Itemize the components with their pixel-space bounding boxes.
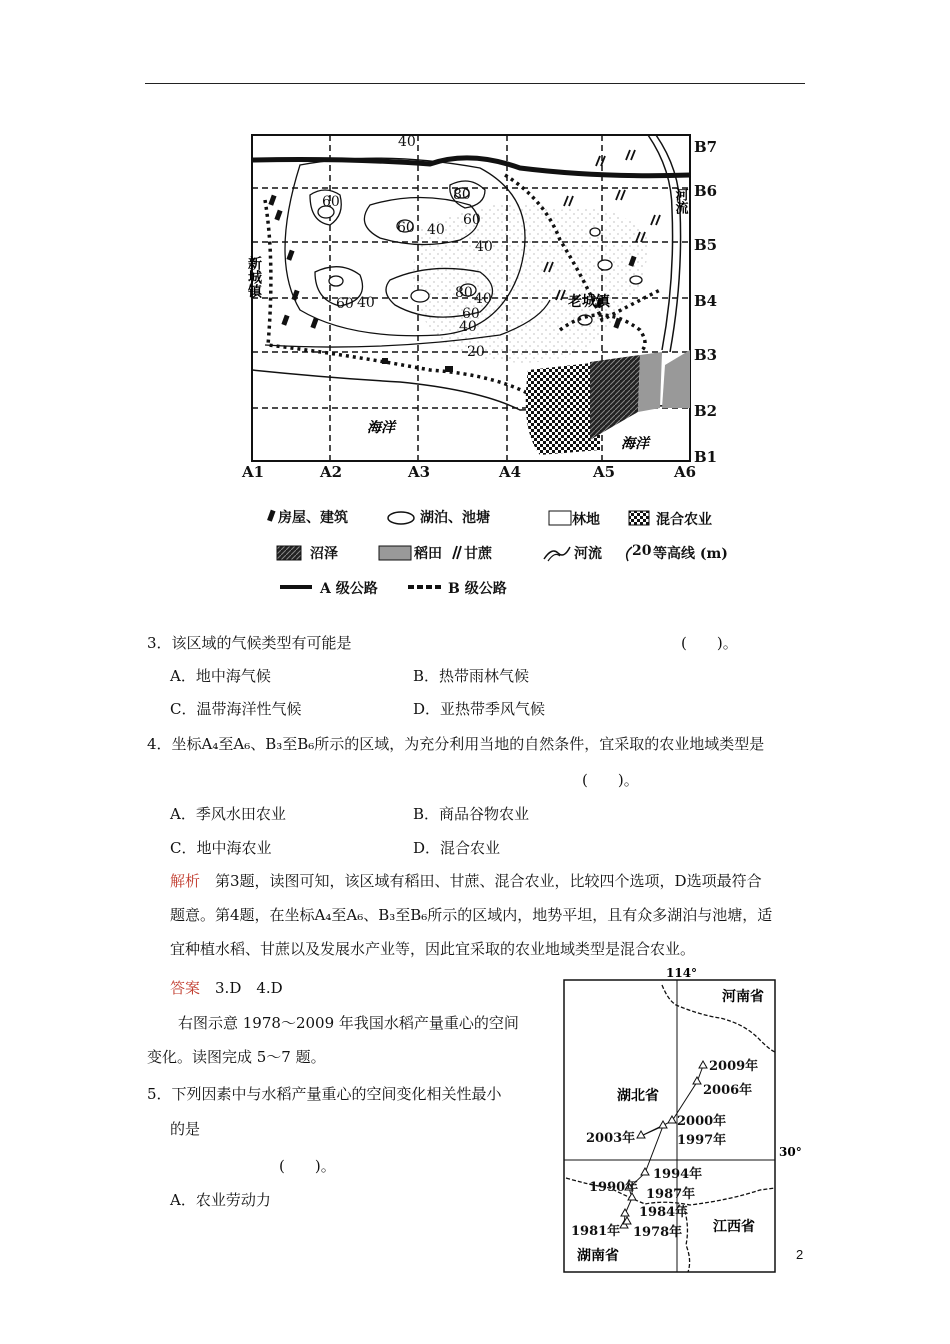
old-town-label: 老城镇 <box>568 294 610 310</box>
contour-label: 60 <box>322 194 340 210</box>
contour-label: 60 <box>462 306 480 322</box>
contour-label: 40 <box>357 295 375 311</box>
land-use-map <box>230 125 730 485</box>
legend-b-road: B 级公路 <box>448 581 507 597</box>
legend-sugarcane: 甘蔗 <box>464 546 492 562</box>
q3-option-a: A．地中海气候 <box>170 667 271 685</box>
map-legend <box>260 503 780 603</box>
grid-label-x: A3 <box>408 463 431 481</box>
header-rule <box>145 83 805 84</box>
contour-label: 60 <box>336 296 354 312</box>
contour-label: 80 <box>453 187 471 203</box>
grid-label-y: B7 <box>694 138 718 156</box>
year-label: 2000年 <box>677 1114 727 1129</box>
legend-river: 河流 <box>574 546 602 562</box>
grid-label-y: B6 <box>694 182 718 200</box>
contour-label: 40 <box>474 291 492 307</box>
lake-legend-icon <box>386 510 416 526</box>
henan-label: 河南省 <box>722 989 764 1005</box>
grid-label-y: B3 <box>694 346 718 364</box>
grid-label-y: B2 <box>694 402 718 420</box>
mixed-agriculture <box>526 362 600 455</box>
q4-stem: 4．坐标A₄至A₆、B₃至B₆所示的区域，为充分利用当地的自然条件，宜采取的农业地域类型是 <box>147 735 765 753</box>
q3-option-c: C．温带海洋性气候 <box>170 700 302 718</box>
q4-option-c: C．地中海农业 <box>170 839 272 857</box>
q3-stem: 3．该区域的气候类型有可能是 <box>147 634 352 652</box>
hunan-label: 湖南省 <box>577 1248 619 1264</box>
answer-label: 答案 <box>170 979 201 997</box>
rice-centroid-map <box>560 960 810 1280</box>
swamp-legend-icon <box>276 545 302 561</box>
q5-paren: ( )。 <box>279 1157 336 1175</box>
q3-paren: ( )。 <box>681 634 738 652</box>
intro-line-2: 变化。读图完成 5～7 题。 <box>147 1048 326 1066</box>
sea-label-left: 海洋 <box>367 420 395 436</box>
year-label: 1981年 <box>571 1224 621 1239</box>
q3-option-b: B．热带雨林气候 <box>413 667 530 685</box>
analysis-line-2: 题意。第4题，在坐标A₄至A₆、B₃至B₆所示的区域内，地势平坦，且有众多湖泊与池塘，适 <box>170 906 773 924</box>
longitude-label: 114° <box>666 966 698 980</box>
analysis-line-1 <box>170 871 762 891</box>
building-legend-icon <box>266 509 278 523</box>
new-town-label: 新城镇 <box>246 256 262 298</box>
sea-label-right: 海洋 <box>621 436 649 452</box>
year-label: 1984年 <box>639 1205 689 1220</box>
contour-label: 20 <box>467 344 485 360</box>
year-label: 1978年 <box>633 1225 683 1240</box>
analysis-label: 解析 <box>170 872 201 890</box>
q4-option-a: A．季风水田农业 <box>170 805 286 823</box>
a-road-legend-icon <box>280 583 312 591</box>
legend-forest: 林地 <box>572 512 600 528</box>
grid-label-x: A5 <box>593 463 616 481</box>
contour-label: 60 <box>463 212 481 228</box>
hubei-label: 湖北省 <box>617 1088 659 1104</box>
sugarcane-legend-icon <box>451 545 463 561</box>
contour-label: 80 <box>455 285 473 301</box>
intro-line-1: 右图示意 1978～2009 年我国水稻产量重心的空间 <box>178 1014 519 1032</box>
legend-contour-number: 20 <box>632 543 652 559</box>
analysis-line-3: 宜种植水稻、甘蔗以及发展水产业等，因此宜采取的农业地域类型是混合农业。 <box>170 940 696 958</box>
jiangxi-label: 江西省 <box>713 1219 755 1235</box>
contour-label: 40 <box>398 134 416 150</box>
contour-label: 40 <box>475 239 493 255</box>
grid-label-x: A2 <box>320 463 343 481</box>
answer-line <box>170 978 283 998</box>
paddy-legend-icon <box>378 545 412 561</box>
forest-legend-icon <box>548 510 572 526</box>
year-label: 2009年 <box>709 1059 759 1074</box>
year-label: 2006年 <box>703 1083 753 1098</box>
legend-lake: 湖泊、池塘 <box>420 510 490 526</box>
analysis-text: 第3题，读图可知，该区域有稻田、甘蔗、混合农业，比较四个选项，D选项最符合 <box>200 872 762 890</box>
q5-stem-line-1: 5．下列因素中与水稻产量重心的空间变化相关性最小 <box>147 1085 502 1103</box>
q4-option-b: B．商品谷物农业 <box>413 805 530 823</box>
year-label: 1997年 <box>677 1133 727 1148</box>
q4-option-d: D．混合农业 <box>413 839 501 857</box>
grid-label-y: B4 <box>694 292 718 310</box>
river-legend-icon <box>542 543 572 563</box>
answer-text: 3.D 4.D <box>200 979 283 997</box>
legend-contour: 等高线 (m) <box>653 546 728 562</box>
grid-label-x: A4 <box>499 463 522 481</box>
q3-option-d: D．亚热带季风气候 <box>413 700 546 718</box>
grid-label-x: A6 <box>674 463 697 481</box>
grid-label-x: A1 <box>242 463 265 481</box>
legend-buildings: 房屋、建筑 <box>278 510 348 526</box>
legend-swamp: 沼泽 <box>310 546 338 562</box>
paddy-field <box>638 352 662 412</box>
contour-label: 60 <box>397 220 415 236</box>
q4-paren: ( )。 <box>582 771 639 789</box>
contour-label: 40 <box>459 319 477 335</box>
year-label: 1990年 <box>589 1180 639 1195</box>
b-road-legend-icon <box>408 583 442 591</box>
page-number: 2 <box>796 1247 804 1262</box>
river-label: 河流 <box>672 188 688 214</box>
grid-label-y: B1 <box>694 448 718 466</box>
legend-a-road: A 级公路 <box>320 581 378 597</box>
legend-mixed: 混合农业 <box>656 512 712 528</box>
year-label: 1994年 <box>653 1167 703 1182</box>
q5-option-a: A．农业劳动力 <box>170 1191 271 1209</box>
year-label: 2003年 <box>586 1131 636 1146</box>
legend-paddy: 稻田 <box>414 546 442 562</box>
latitude-label: 30° <box>779 1145 802 1159</box>
mixed-legend-icon <box>628 510 650 526</box>
contour-label: 40 <box>427 222 445 238</box>
q5-stem-line-2: 的是 <box>170 1120 201 1138</box>
year-label: 1987年 <box>646 1187 696 1202</box>
grid-label-y: B5 <box>694 236 718 254</box>
